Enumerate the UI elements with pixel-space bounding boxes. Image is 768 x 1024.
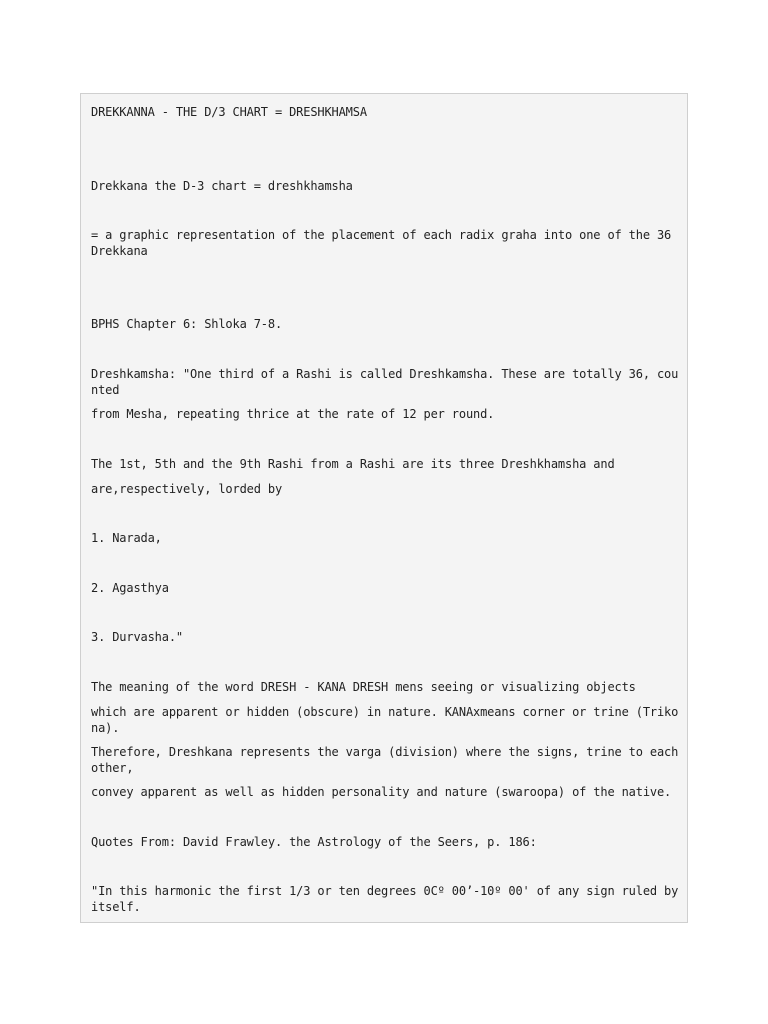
quote-line: "In this harmonic the first 1/3 or ten degrees 0Cº 00’-10º 00' of any sign ruled by itself. (91, 884, 686, 914)
paragraph-line: Dreshkamsha: "One third of a Rashi is called Dreshkamsha. These are totally 36, counted (91, 367, 679, 397)
paragraph-line: are,respectively, lorded by (91, 482, 283, 496)
document-page (80, 93, 688, 923)
list-item: 1. Narada, (91, 531, 162, 545)
paragraph-line: convey apparent as well as hidden personality and nature (swaroopa) of the native. (91, 785, 672, 799)
paragraph-line: Quotes From: David Frawley. the Astrology of the Seers, p. 186: (91, 835, 537, 849)
paragraph-line: Therefore, Dreshkana represents the varga (division) where the signs, trine to each other, (91, 745, 686, 775)
paragraph-line: Drekkana the D-3 chart = dreshkhamsha (91, 179, 353, 193)
paragraph-line: BPHS Chapter 6: Shloka 7-8. (91, 317, 283, 331)
paragraph-line: from Mesha, repeating thrice at the rate of 12 per round. (91, 407, 495, 421)
list-item: 2. Agasthya (91, 581, 169, 595)
paragraph-line: The 1st, 5th and the 9th Rashi from a Rashi are its three Dreshkhamsha and (91, 457, 615, 471)
paragraph-line: which are apparent or hidden (obscure) in nature. KANAxmeans corner or trine (Trikona). (91, 705, 679, 735)
list-item: 3. Durvasha." (91, 630, 183, 644)
document-title: DREKKANNA - THE D/3 CHART = DRESHKHAMSA (91, 105, 367, 119)
paragraph-line: = a graphic representation of the placement of each radix graha into one of the 36 Drekkana (91, 228, 679, 258)
paragraph-line: The meaning of the word DRESH - KANA DRESH mens seeing or visualizing objects (91, 680, 636, 694)
